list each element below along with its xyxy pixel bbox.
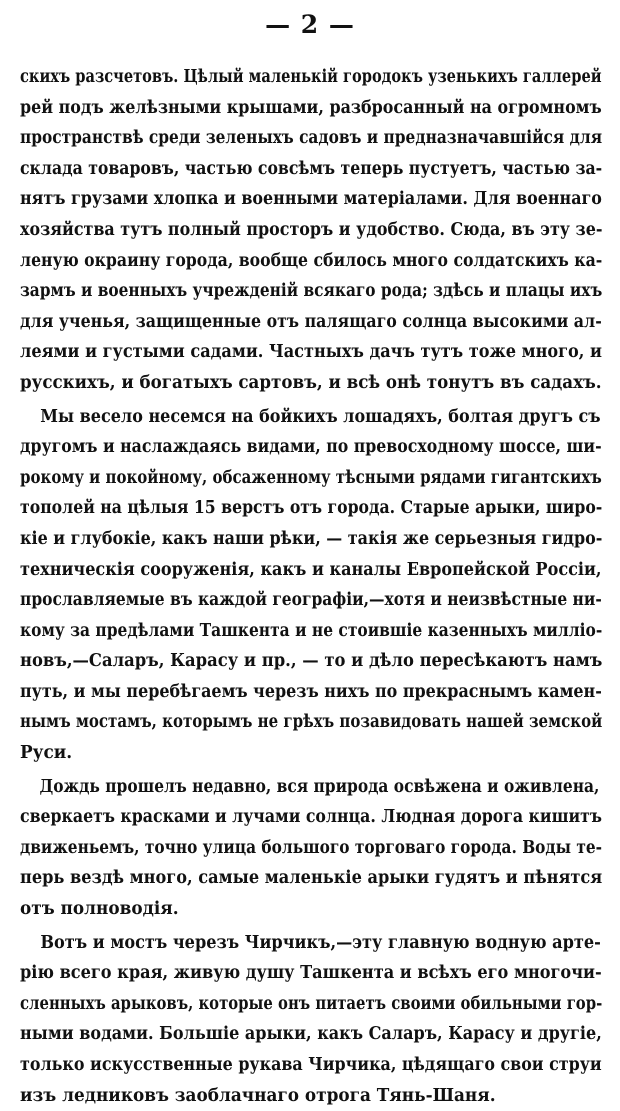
paragraph-first-line: Вотъ и мостъ черезъ Чирчикъ,—эту главную водную арте- — [40, 932, 601, 953]
text-line: для ученья, защищенные отъ палящаго солнца высокими ал- — [20, 311, 602, 332]
text-line: хозяйства тутъ полный просторъ и удобство. Сюда, въ эту зе- — [20, 219, 603, 240]
paragraph-first-line: Дождь прошелъ недавно, вся природа освѣжена и оживлена, — [39, 776, 600, 797]
text-line: отъ полноводія. — [20, 899, 179, 920]
text-line: ными водами. Большіе арыки, какъ Саларъ, Карасу и другіе, — [20, 1024, 602, 1045]
text-line: зармъ и военныхъ учрежденій всякаго рода; здѣсь и плацы ихъ — [20, 281, 603, 302]
text-line: нятъ грузами хлопка и военными матеріалами. Для военнаго — [20, 189, 602, 210]
text-line: изъ ледниковъ заоблачнаго отрога Тянь-Шаня. — [20, 1085, 496, 1106]
text-line: движеньемъ, точно улица большого торговаго города. Воды те- — [20, 837, 603, 858]
text-line: новъ,—Саларъ, Карасу и пр., — то и дѣло пересѣкаютъ намъ — [20, 651, 603, 672]
text-line: кіе и глубокіе, какъ наши рѣки, — такія же серьезныя гидро- — [20, 528, 603, 549]
body-text — [20, 62, 620, 1111]
text-line: тополей на цѣлыя 15 верстъ отъ города. Старые арыки, широ- — [20, 498, 603, 519]
text-line: леями и густыми садами. Частныхъ дачъ тутъ тоже много, и — [20, 342, 602, 363]
paragraph-first-line: Мы весело несемся на бойкихъ лошадяхъ, болтая другъ съ — [40, 406, 601, 427]
text-line: нымъ мостамъ, которымъ не грѣхъ позавидовать нашей земской — [20, 712, 603, 733]
text-line: кому за предѣлами Ташкента и не стоившіе казенныхъ милліо- — [20, 620, 603, 641]
text-line: Руси. — [20, 743, 73, 764]
text-line: техническія сооруженія, какъ и каналы Европейской Россіи, — [20, 559, 602, 580]
page-number: — 2 — — [265, 10, 355, 39]
text-line: скихъ разсчетовъ. Цѣлый маленькій городокъ узенькихъ галлерей — [20, 67, 602, 87]
text-line: перь вездѣ много, самые маленькіе арыки гудятъ и пѣнятся — [20, 868, 603, 889]
text-line: рей подъ желѣзными крышами, разбросанный на огромномъ — [20, 97, 602, 118]
text-line: только искусственные рукава Чирчика, цѣдящаго свои струи — [20, 1055, 602, 1075]
text-line: леную окраину города, вообще сбилось много солдатскихъ ка- — [20, 250, 603, 271]
text-line: сверкаетъ красками и лучами солнца. Людная дорога кишитъ — [20, 807, 603, 828]
text-line: путь, и мы перебѣгаемъ черезъ нихъ по прекраснымъ камен- — [20, 681, 602, 702]
text-line: другомъ и наслаждаясь видами, по превосходному шоссе, ши- — [20, 437, 602, 458]
text-line: рокому и покойному, обсаженному тѣсными рядами гигантскихъ — [20, 467, 602, 488]
text-line: прославляемые въ каждой географіи,—хотя и неизвѣстные ни- — [20, 590, 602, 611]
text-line: склада товаровъ, частью совсѣмъ теперь пустуетъ, частью за- — [20, 158, 603, 179]
text-line: сленныхъ арыковъ, которые онъ питаетъ своими обильными гор- — [20, 993, 603, 1014]
text-line: рію всего края, живую душу Ташкента и всѣхъ его многочи- — [20, 963, 602, 984]
text-line: русскихъ, и богатыхъ сартовъ, и всѣ онѣ тонутъ въ садахъ. — [20, 372, 602, 393]
text-line: пространствѣ среди зеленыхъ садовъ и предназначавшійся для — [20, 128, 603, 149]
